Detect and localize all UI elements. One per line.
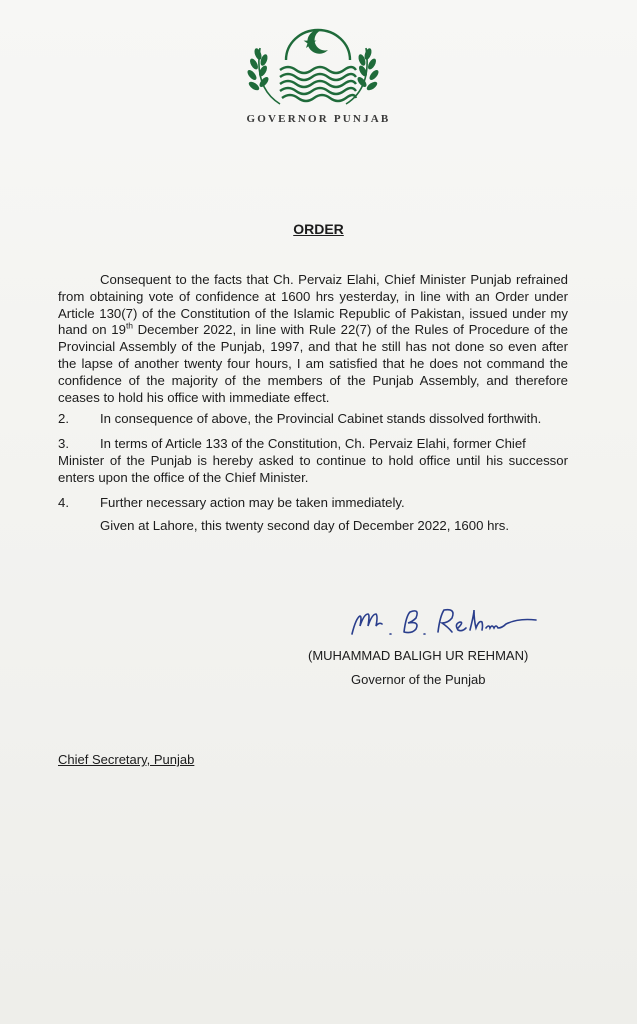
punjab-emblem-icon (238, 14, 388, 116)
para1-text-start: Consequent to the facts that Ch. Pervaiz Elahi, Chief Minister Punjab refrained from obtaining vote of confidence at 1600 hrs yesterday, in line with an Order under Article 130(7) of the Constitution of the Islamic Republic of Pakistan, issued under my hand on 19 (58, 272, 568, 338)
para1-superscript: th (125, 321, 134, 331)
addressee: Chief Secretary, Punjab (58, 752, 195, 767)
order-body (58, 272, 568, 535)
order-paragraph-3 (58, 436, 568, 486)
letterhead-org-name: GOVERNOR PUNJAB (246, 113, 391, 125)
para4-text: Further necessary action may be taken immediately. (100, 494, 405, 510)
signatory-title: Governor of the Punjab (351, 672, 486, 687)
para3-rest-text: Minister of the Punjab is hereby asked to continue to hold office until his successor enters upon the office of the Chief Minister. (58, 452, 568, 485)
para2-number: 2. (58, 411, 69, 427)
order-paragraph-1 (58, 272, 568, 406)
para4-number: 4. (58, 494, 69, 510)
para3-number: 3. (58, 436, 69, 452)
order-paragraph-4 (58, 495, 568, 512)
handwritten-signature (346, 602, 546, 642)
para1-text-end: December 2022, in line with Rule 22(7) of the Rules of Procedure of the Provincial Assembly of the Punjab, 1997, and that he still has not done so even after the lapse of another twenty four hours, I am satisfied that he does not command the confidence of the majority of the members of the Punjab Assembly, and therefore ceases to hold his office with immediate effect. (58, 322, 568, 405)
signatory-name: (MUHAMMAD BALIGH UR REHMAN) (308, 648, 529, 663)
order-paragraph-2 (58, 411, 568, 428)
para2-text: In consequence of above, the Provincial Cabinet stands dissolved forthwith. (100, 411, 542, 427)
given-at-line: Given at Lahore, this twenty second day of December 2022, 1600 hrs. (100, 518, 510, 534)
order-title: ORDER (293, 221, 344, 237)
para3-lead-text: In terms of Article 133 of the Constitution, Ch. Pervaiz Elahi, former Chief (100, 436, 526, 452)
